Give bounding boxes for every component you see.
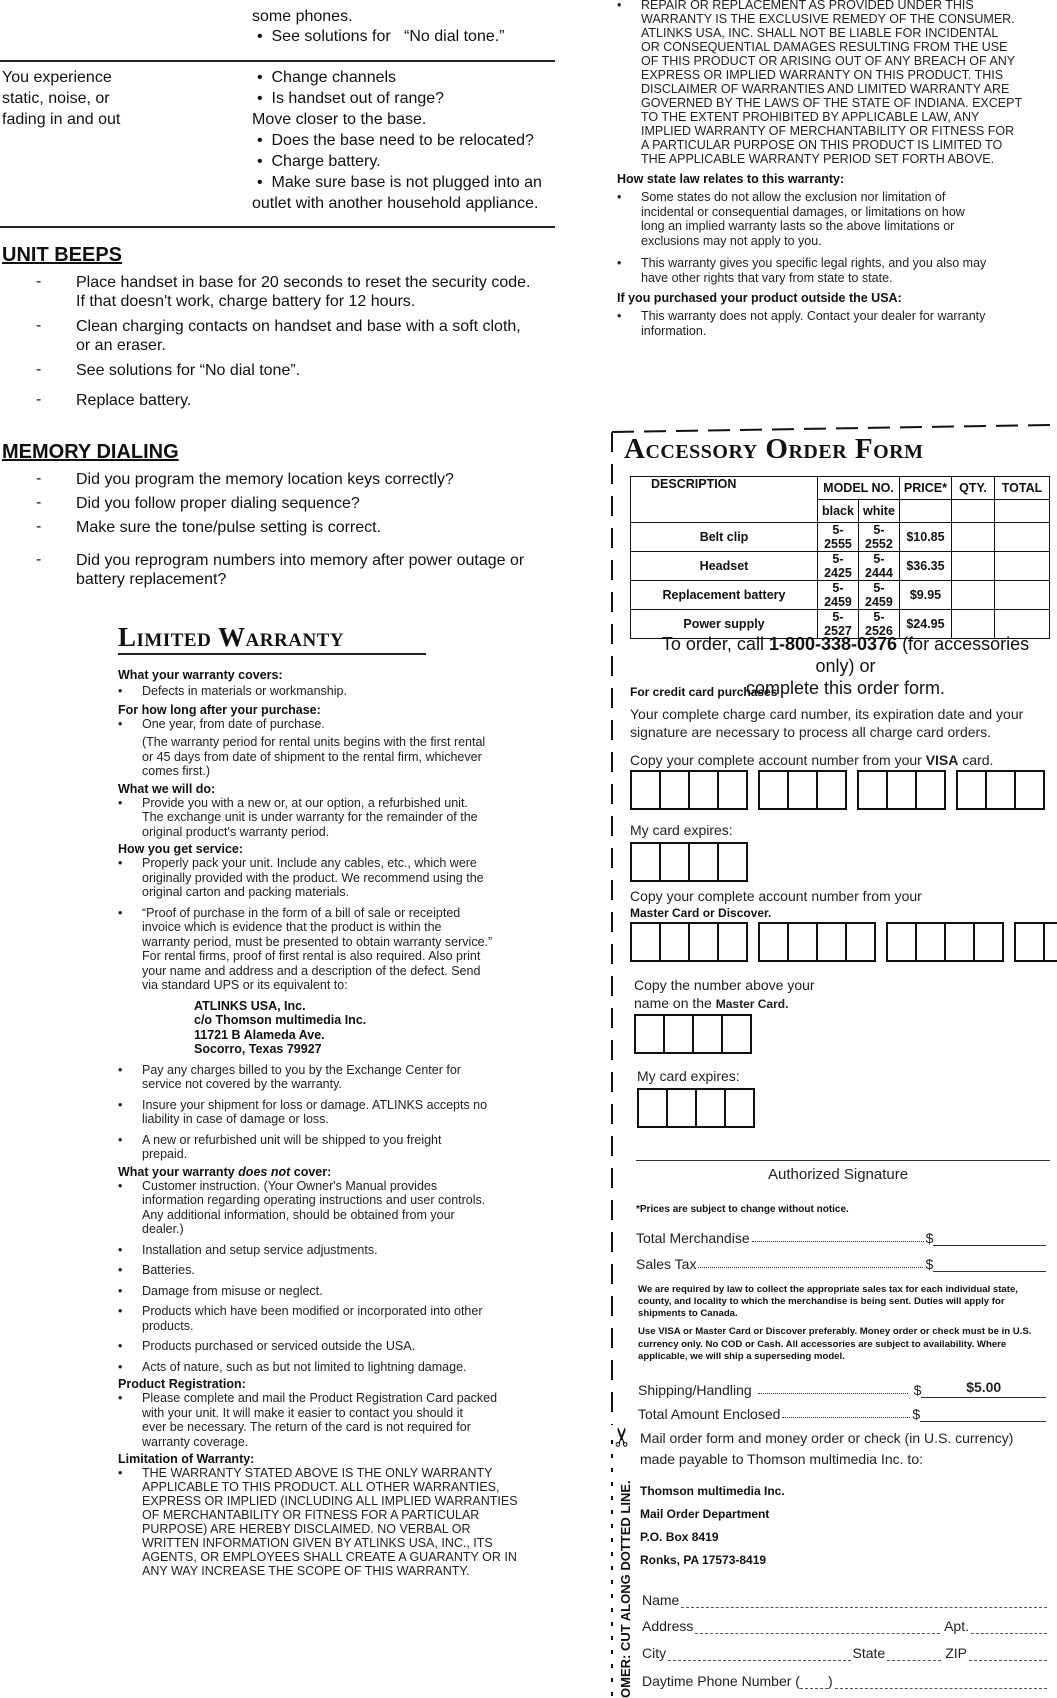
not-cover-head-c: cover: bbox=[290, 1164, 332, 1179]
row-model-black: 5-2555 bbox=[818, 523, 859, 552]
accessory-table bbox=[630, 476, 1050, 639]
text-line: Mail Order Department bbox=[640, 1507, 770, 1521]
expiry-boxes-2[interactable] bbox=[637, 1088, 755, 1128]
solution-text: Move closer to the base. bbox=[252, 111, 427, 128]
text-line: Customer instruction. (Your Owner's Manual provides bbox=[142, 1178, 438, 1193]
tax-note bbox=[638, 1284, 1018, 1320]
bullet: • bbox=[118, 1466, 123, 1480]
text-line: via standard UPS or its equivalent to: bbox=[142, 978, 348, 992]
row-model-white: 5-2459 bbox=[858, 581, 899, 610]
col-black: black bbox=[818, 500, 859, 523]
text-line: ATLINKS USA, INC. SHALL NOT BE LIABLE FOR INCIDENTAL bbox=[641, 26, 999, 40]
text-line: EXPRESS OR IMPLIED WARRANTY ON THIS PRODUCT. THIS bbox=[641, 68, 1004, 82]
bullet: • bbox=[118, 1097, 123, 1112]
how-long-item-text: One year, from date of purchase. bbox=[142, 716, 325, 731]
text-line: originally provided with the product. We recommend using the bbox=[142, 870, 484, 885]
row-price: $10.85 bbox=[899, 523, 951, 552]
list-item-line: See solutions for “No dial tone”. bbox=[76, 362, 301, 379]
text-line: (The warranty period for rental units begins with the first rental bbox=[142, 735, 486, 749]
text-line: Any additional information, should be obtained from your bbox=[142, 1207, 455, 1222]
qty-cell[interactable] bbox=[952, 552, 995, 581]
area-code-field[interactable] bbox=[800, 1674, 828, 1689]
city-field[interactable] bbox=[668, 1646, 850, 1661]
solution-text: Is handset out of range? bbox=[271, 90, 445, 107]
dash-bullet: - bbox=[36, 551, 42, 568]
text-line: AGENTS, OR EMPLOYEES SHALL CREATE A GUARANTY OR IN bbox=[142, 1550, 517, 1564]
text-line: THE APPLICABLE WARRANTY PERIOD SET FORTH ABOVE. bbox=[641, 152, 995, 166]
bullet: • bbox=[118, 856, 123, 870]
bullet: • bbox=[118, 1304, 123, 1318]
text-line: shipments to Canada. bbox=[638, 1308, 738, 1319]
list-item-line: or an eraser. bbox=[76, 337, 166, 354]
not-cover-item-2: • Installation and setup service adjustments. bbox=[118, 1242, 378, 1257]
list-item-line: Did you program the memory location keys correctly? bbox=[76, 471, 454, 488]
row-price: $24.95 bbox=[899, 610, 951, 639]
dollar-sign: $ bbox=[925, 1230, 934, 1246]
shipping-value: $5.00 bbox=[921, 1379, 1046, 1398]
bullet: • bbox=[118, 905, 123, 920]
expiry-boxes-1[interactable] bbox=[630, 842, 748, 882]
phone-field-row bbox=[642, 1673, 1047, 1689]
phone-close: ) bbox=[827, 1673, 833, 1689]
cell-empty bbox=[995, 500, 1050, 523]
not-cover-item-7: • Acts of nature, such as but not limited to lightning damage. bbox=[118, 1359, 467, 1374]
list-item-line: battery replacement? bbox=[76, 571, 227, 588]
bullet: • bbox=[617, 0, 622, 12]
problem-line: static, noise, or bbox=[2, 90, 110, 107]
not-cover-item-2-text: Installation and setup service adjustments. bbox=[142, 1242, 378, 1257]
text-line: Pay any charges billed to you by the Exchange Center for bbox=[142, 1062, 461, 1077]
signature-line[interactable] bbox=[636, 1160, 1050, 1161]
col-price: PRICE* bbox=[899, 477, 951, 500]
solution-text: outlet with another household appliance. bbox=[252, 195, 539, 212]
col-description: DESCRIPTION bbox=[631, 477, 818, 523]
accessory-rows bbox=[631, 523, 1050, 639]
text-line: or 45 days from date of shipment to the rental firm, whichever bbox=[142, 749, 482, 764]
will-do-head: What we will do: bbox=[118, 781, 216, 796]
expires-label-2: My card expires: bbox=[637, 1068, 740, 1084]
text-line: IMPLIED WARRANTY OF MERCHANTABILITY OR FITNESS FOR bbox=[641, 124, 1015, 138]
city-field-row bbox=[642, 1645, 1047, 1661]
not-cover-item-4-text: Damage from misuse or neglect. bbox=[142, 1283, 323, 1298]
not-cover-item-4: • Damage from misuse or neglect. bbox=[118, 1283, 323, 1298]
bullet: • bbox=[118, 795, 123, 810]
dollar-sign: $ bbox=[912, 1406, 921, 1422]
name-label-c: Master Card. bbox=[715, 997, 789, 1011]
total-enclosed-field[interactable] bbox=[920, 1405, 1046, 1422]
call-b: (for accessories only) or bbox=[815, 634, 1030, 676]
name-field-row bbox=[642, 1592, 1047, 1608]
address-field-row bbox=[642, 1618, 1047, 1634]
text-line: Insure your shipment for loss or damage. ATLINKS accepts no bbox=[142, 1097, 488, 1112]
state-law-head: How state law relates to this warranty: bbox=[617, 172, 845, 186]
not-cover-head-b: does not bbox=[238, 1164, 291, 1179]
warranty-title: Limited Warranty bbox=[118, 622, 345, 652]
text-line: This warranty gives you specific legal rights, and you also may bbox=[641, 256, 987, 270]
digit-group[interactable] bbox=[634, 1014, 752, 1054]
text-line: Your complete charge card number, its expiration date and your bbox=[630, 706, 1024, 722]
bullet: • bbox=[118, 1178, 123, 1193]
name-label-a: Copy the number above your bbox=[634, 977, 815, 993]
text-line: your name and address and a description of the defect. Send bbox=[142, 963, 481, 978]
order-form-title-c: Form bbox=[854, 433, 924, 465]
total-merch-row bbox=[636, 1229, 1046, 1246]
text-line: 11721 B Alameda Ave. bbox=[194, 1027, 325, 1042]
name-field[interactable] bbox=[681, 1593, 1047, 1608]
text-line: Ronks, PA 17573-8419 bbox=[640, 1553, 767, 1567]
row-model-white: 5-2552 bbox=[858, 523, 899, 552]
solution-line: • Is handset out of range? bbox=[257, 90, 445, 107]
text-line: c/o Thomson multimedia Inc. bbox=[194, 1013, 367, 1027]
dot-leader bbox=[782, 1417, 910, 1418]
text-line: The exchange unit is under warranty for the remainder of the bbox=[142, 810, 478, 824]
text-line: EXPRESS OR IMPLIED (INCLUDING ALL IMPLIED WARRANTIES bbox=[142, 1494, 518, 1508]
limitation-head: Limitation of Warranty: bbox=[118, 1452, 255, 1466]
zip-field[interactable] bbox=[969, 1646, 1047, 1661]
table-row bbox=[631, 581, 1050, 610]
solution-line: • Does the base need to be relocated? bbox=[257, 132, 534, 149]
list-item-line: Did you reprogram numbers into memory after power outage or bbox=[76, 552, 525, 569]
text-line: GOVERNED BY THE LAWS OF THE STATE OF INDIANA. EXCEPT bbox=[641, 96, 1023, 110]
qty-cell[interactable] bbox=[952, 523, 995, 552]
list-item-line: If that doesn't work, charge battery for 12 hours. bbox=[76, 293, 416, 310]
list-item-line: Replace battery. bbox=[76, 392, 192, 409]
list-item-line: Make sure the tone/pulse setting is correct. bbox=[76, 519, 382, 536]
solution-line: • Make sure base is not plugged into an bbox=[257, 174, 542, 191]
solution-text: Make sure base is not plugged into an bbox=[271, 174, 542, 191]
solution-text: Charge battery. bbox=[271, 153, 381, 170]
sales-tax-field[interactable] bbox=[933, 1255, 1046, 1272]
table-row bbox=[631, 523, 1050, 552]
payment-note bbox=[638, 1326, 1031, 1364]
row-model-white: 5-2444 bbox=[858, 552, 899, 581]
text-line: OF MERCHANTABILITY OR FITNESS FOR A PARTICULAR bbox=[142, 1508, 480, 1522]
text-line: Provide you with a new or, at our option, a refurbished unit. bbox=[142, 795, 468, 810]
text-line: Socorro, Texas 79927 bbox=[194, 1042, 322, 1056]
dot-leader bbox=[698, 1267, 923, 1268]
text-line: exclusions may not apply to you. bbox=[641, 233, 822, 248]
mail-text bbox=[640, 1428, 1013, 1470]
not-cover-item-3: • Batteries. bbox=[118, 1263, 195, 1277]
text-line: OF THIS PRODUCT OR ARISING OUT OF ANY BREACH OF ANY bbox=[641, 54, 1016, 68]
row-description: Belt clip bbox=[631, 523, 818, 552]
total-cell[interactable] bbox=[995, 523, 1050, 552]
text-line: dealer.) bbox=[142, 1222, 184, 1236]
address-field[interactable] bbox=[695, 1619, 940, 1634]
mc-number-boxes[interactable] bbox=[630, 922, 1057, 962]
name-code-boxes[interactable] bbox=[634, 1014, 752, 1054]
not-cover-item-3-text: Batteries. bbox=[142, 1263, 195, 1277]
text-lines bbox=[638, 1284, 1018, 1320]
digit-group[interactable] bbox=[630, 922, 748, 962]
text-line: P.O. Box 8419 bbox=[640, 1530, 719, 1544]
not-cover-head-a: What your warranty bbox=[118, 1164, 239, 1179]
name-label bbox=[634, 995, 788, 1011]
row-price: $9.95 bbox=[899, 581, 951, 610]
dash-bullet: - bbox=[36, 518, 42, 535]
digit-group[interactable] bbox=[630, 842, 748, 882]
col-model-no: MODEL NO. bbox=[818, 477, 900, 500]
text-line: For rental firms, proof of first rental is also required. Also print bbox=[142, 949, 481, 963]
text-line: warranty period, must be presented to obtain warranty service.” bbox=[142, 934, 493, 949]
text-line: REPAIR OR REPLACEMENT AS PROVIDED UNDER THIS bbox=[641, 0, 974, 12]
visa-number-boxes[interactable] bbox=[630, 770, 1045, 810]
visa-label bbox=[630, 752, 993, 768]
problem-line: You experience bbox=[2, 69, 112, 86]
text-line: A new or refurbished unit will be shipped to you freight bbox=[142, 1132, 442, 1147]
text-line: “Proof of purchase in the form of a bill of sale or receipted bbox=[142, 905, 461, 920]
text-line: DISCLAIMER OF WARRANTIES AND LIMITED WARRANTY ARE bbox=[641, 82, 1010, 96]
table-row bbox=[631, 552, 1050, 581]
row-description: Replacement battery bbox=[631, 581, 818, 610]
text-line: service not covered by the warranty. bbox=[142, 1077, 342, 1091]
text-line: prepaid. bbox=[142, 1147, 188, 1161]
bullet: • bbox=[118, 1132, 123, 1147]
col-qty: QTY. bbox=[952, 477, 995, 500]
dot-leader bbox=[752, 1241, 924, 1242]
visa-label-b: VISA bbox=[925, 752, 959, 768]
dash-bullet: - bbox=[36, 273, 42, 290]
solution-text: Change channels bbox=[271, 69, 397, 86]
credit-text bbox=[630, 705, 1023, 741]
order-form-title bbox=[624, 433, 923, 466]
list-item-line: Clean charging contacts on handset and base with a soft cloth, bbox=[76, 318, 521, 335]
service-head: How you get service: bbox=[118, 842, 244, 856]
text-line: incidental or consequential damages, or limitations on how bbox=[641, 204, 965, 219]
order-phone: 1-800-338-0376 bbox=[768, 634, 898, 654]
mc-label-a: Copy your complete account number from your bbox=[630, 888, 922, 904]
visa-label-c: card. bbox=[958, 752, 994, 768]
cell-empty bbox=[952, 500, 995, 523]
text-line: Properly pack your unit. Include any cables, etc., which were bbox=[142, 856, 477, 870]
address-label: Address bbox=[642, 1618, 694, 1634]
text-line: information regarding operating instructions and user controls. bbox=[142, 1193, 486, 1207]
city-label: City bbox=[642, 1645, 667, 1661]
cell-empty bbox=[899, 500, 951, 523]
bullet: • bbox=[118, 1391, 123, 1405]
phone-field[interactable] bbox=[835, 1674, 1047, 1689]
phone-label: Daytime Phone Number ( bbox=[642, 1673, 800, 1689]
text-line: Some states do not allow the exclusion nor limitation of bbox=[641, 190, 946, 204]
text-line: TO THE EXTENT PROHIBITED BY APPLICABLE LAW, ANY bbox=[641, 110, 980, 124]
order-form-title-b: Order bbox=[765, 433, 848, 465]
digit-group[interactable] bbox=[956, 770, 1045, 810]
text-lines bbox=[640, 1480, 785, 1572]
mc-label-b: Master Card or Discover. bbox=[630, 906, 772, 920]
total-cell[interactable] bbox=[995, 552, 1050, 581]
text-line: We are required by law to collect the appropriate sales tax for each individual state, bbox=[638, 1284, 1018, 1295]
dot-leader bbox=[758, 1393, 908, 1394]
cont-line-2: • See solutions for “No dial tone.” bbox=[257, 28, 505, 45]
sales-tax-row bbox=[636, 1255, 1046, 1272]
dash-bullet: - bbox=[36, 494, 42, 511]
text-line: county, and locality to which the merchandise is being sent. Duties will apply for bbox=[638, 1296, 1005, 1307]
text-line: Use VISA or Master Card or Discover preferably. Money order or check must be in U.S. bbox=[638, 1326, 1032, 1337]
how-long-item: • One year, from date of purchase. bbox=[118, 716, 325, 731]
apt-field[interactable] bbox=[971, 1619, 1047, 1634]
text-line: applicable, we will ship a superseding model. bbox=[638, 1351, 845, 1362]
shipping-row bbox=[638, 1379, 1046, 1398]
digit-group[interactable] bbox=[758, 770, 847, 810]
memory-dialing-title: MEMORY DIALING bbox=[2, 441, 179, 463]
text-line: WRITTEN INFORMATION GIVEN BY ATLINKS USA, INC., ITS bbox=[142, 1536, 493, 1550]
sales-tax-label: Sales Tax bbox=[636, 1256, 697, 1272]
text-line: have other rights that vary from state to state. bbox=[641, 270, 893, 285]
text-line: WARRANTY IS THE EXCLUSIVE REMEDY OF THE CONSUMER. bbox=[641, 12, 1015, 26]
registration-head: Product Registration: bbox=[118, 1377, 246, 1391]
total-merch-field[interactable] bbox=[933, 1229, 1046, 1246]
list-item-line: Did you follow proper dialing sequence? bbox=[76, 495, 360, 512]
zip-label: ZIP bbox=[945, 1645, 967, 1661]
text-line: THE WARRANTY STATED ABOVE IS THE ONLY WARRANTY bbox=[142, 1466, 493, 1480]
text-line: Thomson multimedia Inc. bbox=[640, 1484, 785, 1498]
text-line: information. bbox=[641, 323, 707, 338]
digit-group[interactable] bbox=[886, 922, 1004, 962]
text-line: currency only. No COD or Cash. All accessories are subject to availability. Where bbox=[638, 1338, 1007, 1350]
dash-bullet: - bbox=[36, 470, 42, 487]
dollar-sign: $ bbox=[925, 1256, 934, 1272]
solution-line: • Charge battery. bbox=[257, 153, 381, 170]
total-enclosed-label: Total Amount Enclosed bbox=[638, 1406, 781, 1422]
solution-line: • Change channels bbox=[257, 69, 397, 86]
visa-label-a: Copy your complete account number from your bbox=[630, 752, 926, 768]
credit-head: For credit card purchases bbox=[630, 685, 778, 699]
text-line: This warranty does not apply. Contact your dealer for warranty bbox=[641, 309, 986, 323]
digit-group[interactable] bbox=[637, 1088, 755, 1128]
not-cover-item-6-text: Products purchased or serviced outside the USA. bbox=[142, 1339, 416, 1353]
text-line: original product's warranty period. bbox=[142, 824, 330, 839]
text-line: liability in case of damage or loss. bbox=[142, 1112, 329, 1126]
cont-line-2-text: See solutions for “No dial tone.” bbox=[271, 28, 505, 45]
how-long-head: For how long after your purchase: bbox=[118, 702, 321, 717]
apt-label: Apt. bbox=[944, 1618, 969, 1634]
outside-usa-head: If you purchased your product outside the USA: bbox=[617, 291, 902, 305]
row-description: Headset bbox=[631, 552, 818, 581]
row-model-black: 5-2459 bbox=[818, 581, 859, 610]
digit-group[interactable] bbox=[758, 922, 876, 962]
name-label: Name bbox=[642, 1592, 680, 1608]
digit-group[interactable] bbox=[857, 770, 946, 810]
problem-line: fading in and out bbox=[2, 111, 121, 128]
call-a: To order, call bbox=[661, 634, 769, 654]
text-line: Products which have been modified or incorporated into other bbox=[142, 1304, 483, 1318]
total-cell[interactable] bbox=[995, 581, 1050, 610]
row-description: Power supply bbox=[631, 610, 818, 639]
row-model-black: 5-2425 bbox=[818, 552, 859, 581]
text-line: ever be necessary. The return of the card is not required for bbox=[142, 1420, 471, 1434]
mail-address bbox=[640, 1480, 785, 1572]
dollar-sign: $ bbox=[913, 1382, 922, 1398]
prices-note: *Prices are subject to change without notice. bbox=[636, 1204, 849, 1215]
row-model-black: 5-2527 bbox=[818, 610, 859, 639]
text-line: signature are necessary to process all charge card orders. bbox=[630, 724, 992, 740]
row-model-white: 5-2526 bbox=[858, 610, 899, 639]
dash-bullet: - bbox=[36, 317, 42, 334]
text-line: with your unit. It will make it easier to contact you should it bbox=[142, 1405, 463, 1420]
order-form-title-a: Accessory bbox=[624, 433, 758, 465]
shipping-label: Shipping/Handling bbox=[638, 1382, 752, 1398]
text-line: ATLINKS USA, Inc. bbox=[194, 998, 306, 1013]
text-line: ANY WAY INCREASE THE SCOPE OF THIS WARRANTY. bbox=[142, 1564, 470, 1578]
name-label-b: name on the bbox=[634, 995, 716, 1011]
text-line: comes first.) bbox=[142, 764, 211, 778]
bullet: • bbox=[118, 1062, 123, 1077]
qty-cell[interactable] bbox=[952, 581, 995, 610]
digit-group[interactable] bbox=[1014, 922, 1057, 962]
scissors-icon: ✂ bbox=[607, 1426, 638, 1448]
text-line: PURPOSE) ARE HEREBY DISCLAIMED. NO VERBAL OR bbox=[142, 1522, 471, 1536]
unit-beeps-title: UNIT BEEPS bbox=[2, 244, 123, 266]
digit-group[interactable] bbox=[630, 770, 748, 810]
text-line: OR CONSEQUENTIAL DAMAGES RESULTING FROM THE USE bbox=[641, 40, 1008, 54]
text-line: invoice which is evidence that the product is within the bbox=[142, 920, 442, 934]
signature-label: Authorized Signature bbox=[768, 1166, 909, 1183]
text-line: warranty coverage. bbox=[142, 1434, 249, 1449]
solution-text: Does the base need to be relocated? bbox=[271, 132, 534, 149]
col-white: white bbox=[858, 500, 899, 523]
text-line: made payable to Thomson multimedia Inc. to: bbox=[640, 1451, 924, 1467]
call-line-1 bbox=[643, 633, 1048, 677]
state-label: State bbox=[852, 1645, 886, 1661]
total-merch-label: Total Merchandise bbox=[636, 1230, 750, 1246]
list-item-line: Place handset in base for 20 seconds to reset the security code. bbox=[76, 274, 531, 291]
bullet: • bbox=[617, 256, 622, 270]
state-field[interactable] bbox=[887, 1646, 941, 1661]
dash-bullet: - bbox=[36, 361, 42, 378]
col-total: TOTAL bbox=[995, 477, 1050, 500]
call-line-2: complete this order form. bbox=[745, 678, 946, 698]
total-enclosed-row bbox=[638, 1405, 1046, 1422]
not-cover-item-7-text: Acts of nature, such as but not limited to lightning damage. bbox=[142, 1359, 467, 1374]
covers-item-text: Defects in materials or workmanship. bbox=[142, 684, 347, 698]
expires-label-1: My card expires: bbox=[630, 822, 733, 838]
text-lines bbox=[640, 1428, 1013, 1470]
text-line: Please complete and mail the Product Registration Card packed bbox=[142, 1391, 498, 1405]
covers-head: What your warranty covers: bbox=[118, 668, 283, 682]
text-line: APPLICABLE TO THIS PRODUCT. ALL OTHER WARRANTIES, bbox=[142, 1480, 500, 1494]
text-line: Mail order form and money order or check (in U.S. currency) bbox=[640, 1430, 1014, 1446]
cont-line-1: some phones. bbox=[252, 8, 353, 25]
text-line: long an implied warranty lasts so the above limitations or bbox=[641, 219, 955, 233]
text-lines bbox=[630, 705, 1023, 741]
bullet: • bbox=[617, 309, 622, 323]
text-line: products. bbox=[142, 1318, 194, 1333]
text-line: original carton and packing materials. bbox=[142, 885, 350, 899]
text-lines bbox=[638, 1326, 1031, 1364]
dash-bullet: - bbox=[36, 391, 42, 408]
bullet: • bbox=[617, 190, 622, 204]
not-cover-item-6: • Products purchased or serviced outside the USA. bbox=[118, 1339, 416, 1353]
text-line: A PARTICULAR PURPOSE ON THIS PRODUCT IS LIMITED TO bbox=[641, 138, 1003, 152]
covers-item: • Defects in materials or workmanship. bbox=[118, 684, 347, 698]
row-price: $36.35 bbox=[899, 552, 951, 581]
cut-instructions: OMER: CUT ALONG DOTTED LINE. bbox=[618, 1480, 633, 1698]
